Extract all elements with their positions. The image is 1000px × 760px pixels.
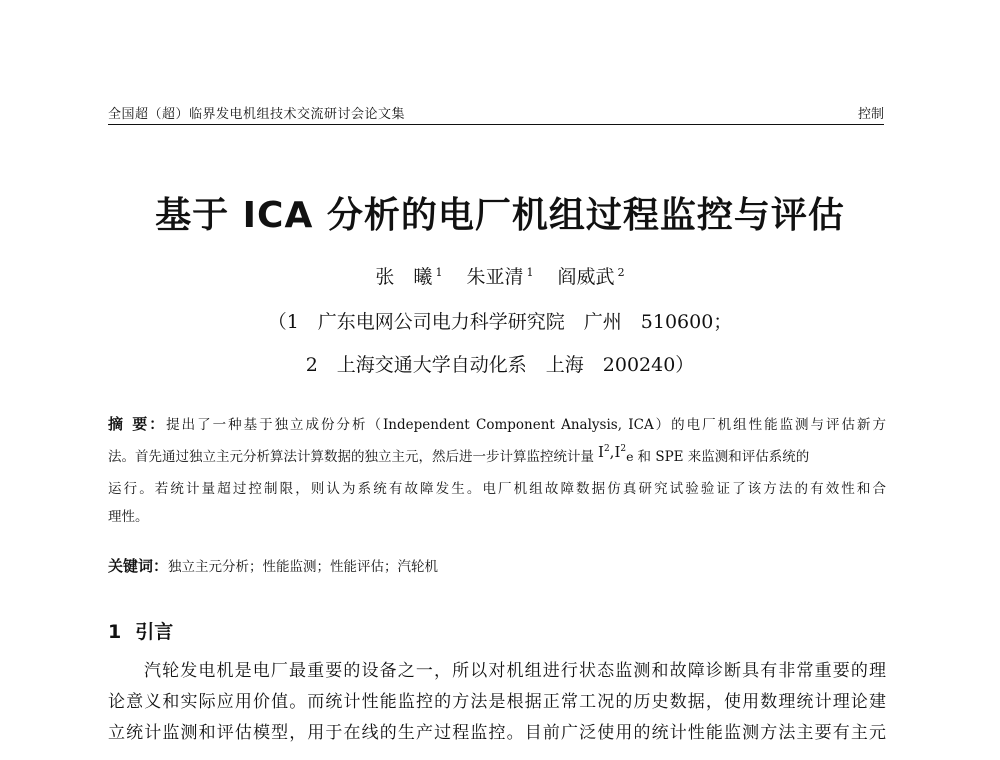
- abstract-text: 和 SPE 来监测和评估系统的: [637, 449, 810, 465]
- abstract-line: 运行。若统计量超过控制限，则认为系统有故障发生。电厂机组故障数据仿真研究试验验证了该方法的有效性和合: [108, 481, 886, 497]
- section-heading: [108, 617, 173, 644]
- author-name: 朱亚清: [466, 266, 524, 288]
- abstract-text: 提出了一种基于独立成份分析（Independent Component Analysis, ICA）的电厂机组性能监测与评估新方: [166, 417, 886, 433]
- keywords-label: 关键词：: [108, 557, 169, 575]
- author-affil-mark: 1: [435, 265, 443, 279]
- proceedings-title: 全国超（超）临界发电机组技术交流研讨会论文集: [108, 107, 406, 122]
- section-number: 1: [108, 621, 122, 643]
- author: [558, 262, 625, 289]
- abstract-line: [108, 439, 886, 475]
- body-paragraph: [108, 656, 886, 749]
- author: [375, 262, 442, 289]
- abstract-line: [108, 410, 886, 439]
- paper-title: 基于 ICA 分析的电厂机组过程监控与评估: [155, 195, 845, 236]
- keywords: [108, 555, 438, 576]
- section-title: 引言: [135, 621, 174, 643]
- body-line: 论意义和实际应用价值。而统计性能监控的方法是根据正常工况的历史数据，使用数理统计理论建: [108, 692, 886, 712]
- author-name: 张 曦: [375, 266, 433, 288]
- body-line: 汽轮发电机是电厂最重要的设备之一，所以对机组进行状态监测和故障诊断具有非常重要的理: [144, 661, 886, 681]
- author-name: 阎威武: [557, 266, 615, 288]
- abstract: [108, 410, 886, 531]
- author-affil-mark: 1: [526, 265, 534, 279]
- affiliation-2: 2 上海交通大学自动化系 上海 200240）: [305, 354, 695, 376]
- body-line: 立统计监测和评估模型，用于在线的生产过程监控。目前广泛使用的统计性能监测方法主要有主元: [108, 723, 886, 743]
- abstract-text: 法。首先通过独立主元分析算法计算数据的独立主元，然后进一步计算监控统计量: [108, 449, 594, 465]
- author-list: [0, 262, 1000, 289]
- author: [466, 262, 533, 289]
- abstract-line: 理性。: [108, 509, 149, 525]
- monitoring-statistics-formula: $I^2,I^2_e$: [598, 443, 634, 464]
- author-affil-mark: 2: [617, 265, 625, 279]
- keywords-value: 独立主元分析；性能监测；性能评估；汽轮机: [168, 559, 439, 575]
- affiliation-1: （1 广东电网公司电力科学研究院 广州 510600；: [267, 311, 733, 333]
- abstract-label: 摘 要：: [108, 415, 167, 433]
- section-category: 控制: [857, 107, 884, 122]
- running-header: [108, 102, 884, 125]
